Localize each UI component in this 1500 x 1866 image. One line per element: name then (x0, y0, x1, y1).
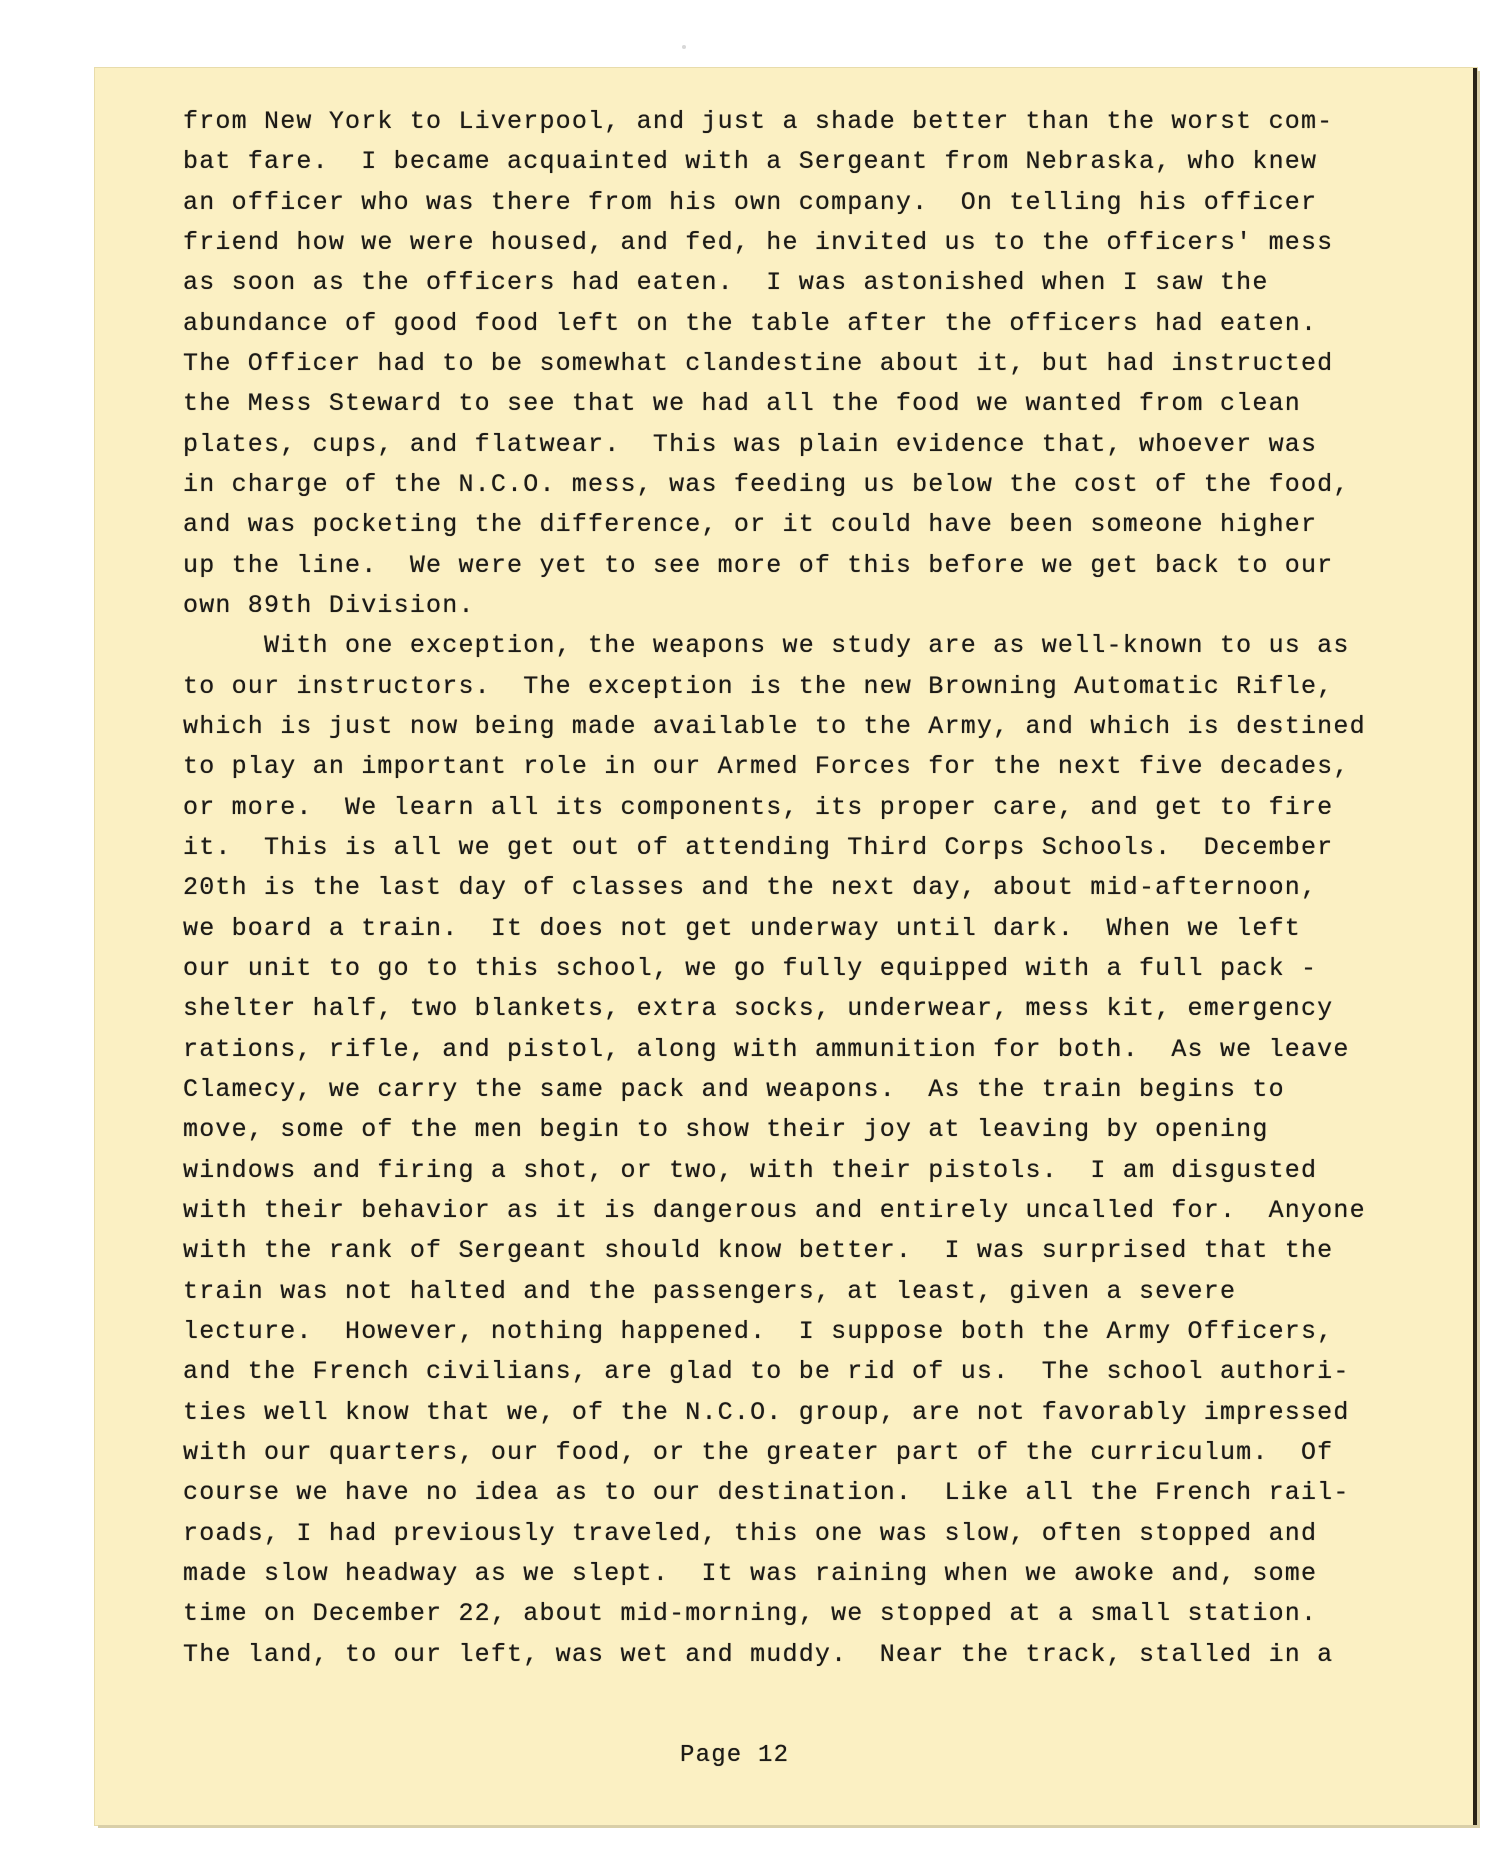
text-line: and the French civilians, are glad to be rid of us. The school authori- (183, 1357, 1350, 1386)
text-line: as soon as the officers had eaten. I was astonished when I saw the (183, 268, 1269, 297)
text-line: The land, to our left, was wet and muddy. Near the track, stalled in a (183, 1640, 1334, 1669)
text-line: course we have no idea as to our destination. Like all the French rail- (183, 1478, 1350, 1507)
text-line: abundance of good food left on the table after the officers had eaten. (183, 309, 1318, 338)
text-line: own 89th Division. (183, 591, 475, 620)
text-line: which is just now being made available to the Army, and which is destined (183, 712, 1366, 741)
text-line: roads, I had previously traveled, this one was slow, often stopped and (183, 1519, 1318, 1548)
text-line: train was not halted and the passengers, at least, given a severe (183, 1277, 1237, 1306)
text-line: ties well know that we, of the N.C.O. group, are not favorably impressed (183, 1398, 1350, 1427)
text-line: up the line. We were yet to see more of this before we get back to our (183, 551, 1334, 580)
text-line: The Officer had to be somewhat clandestine about it, but had instructed (183, 349, 1334, 378)
text-line: plates, cups, and flatwear. This was plain evidence that, whoever was (183, 430, 1318, 459)
text-line: with the rank of Sergeant should know better. I was surprised that the (183, 1236, 1334, 1265)
page-edge (1473, 68, 1477, 1825)
text-line: time on December 22, about mid-morning, we stopped at a small station. (183, 1599, 1318, 1628)
text-line: windows and firing a shot, or two, with their pistols. I am disgusted (183, 1156, 1318, 1185)
text-line: the Mess Steward to see that we had all the food we wanted from clean (183, 389, 1301, 418)
text-line: we board a train. It does not get underway until dark. When we left (183, 914, 1301, 943)
text-line: our unit to go to this school, we go fully equipped with a full pack - (183, 954, 1318, 983)
text-line: friend how we were housed, and fed, he invited us to the officers' mess (183, 228, 1334, 257)
text-line: lecture. However, nothing happened. I suppose both the Army Officers, (183, 1317, 1334, 1346)
text-line: in charge of the N.C.O. mess, was feeding us below the cost of the food, (183, 470, 1350, 499)
text-line: or more. We learn all its components, its proper care, and get to fire (183, 793, 1334, 822)
text-line: 20th is the last day of classes and the next day, about mid-afternoon, (183, 873, 1318, 902)
scan-dot (682, 45, 686, 49)
text-line: rations, rifle, and pistol, along with ammunition for both. As we leave (183, 1035, 1350, 1064)
text-line: move, some of the men begin to show their joy at leaving by opening (183, 1115, 1269, 1144)
text-line: bat fare. I became acquainted with a Sergeant from Nebraska, who knew (183, 147, 1318, 176)
page-number: Page 12 (680, 1742, 790, 1769)
text-line: made slow headway as we slept. It was raining when we awoke and, some (183, 1559, 1318, 1588)
text-line: an officer who was there from his own company. On telling his officer (183, 188, 1318, 217)
text-line: Clamecy, we carry the same pack and weapons. As the train begins to (183, 1075, 1285, 1104)
text-line: With one exception, the weapons we study are as well-known to us as (183, 631, 1350, 660)
text-line: shelter half, two blankets, extra socks, underwear, mess kit, emergency (183, 994, 1334, 1023)
text-line: to play an important role in our Armed Forces for the next five decades, (183, 752, 1350, 781)
text-line: and was pocketing the difference, or it could have been someone higher (183, 510, 1318, 539)
text-line: to our instructors. The exception is the new Browning Automatic Rifle, (183, 672, 1334, 701)
text-line: it. This is all we get out of attending Third Corps Schools. December (183, 833, 1334, 862)
text-line: with our quarters, our food, or the greater part of the curriculum. Of (183, 1438, 1334, 1467)
text-line: with their behavior as it is dangerous and entirely uncalled for. Anyone (183, 1196, 1366, 1225)
text-line: from New York to Liverpool, and just a shade better than the worst com- (183, 107, 1334, 136)
